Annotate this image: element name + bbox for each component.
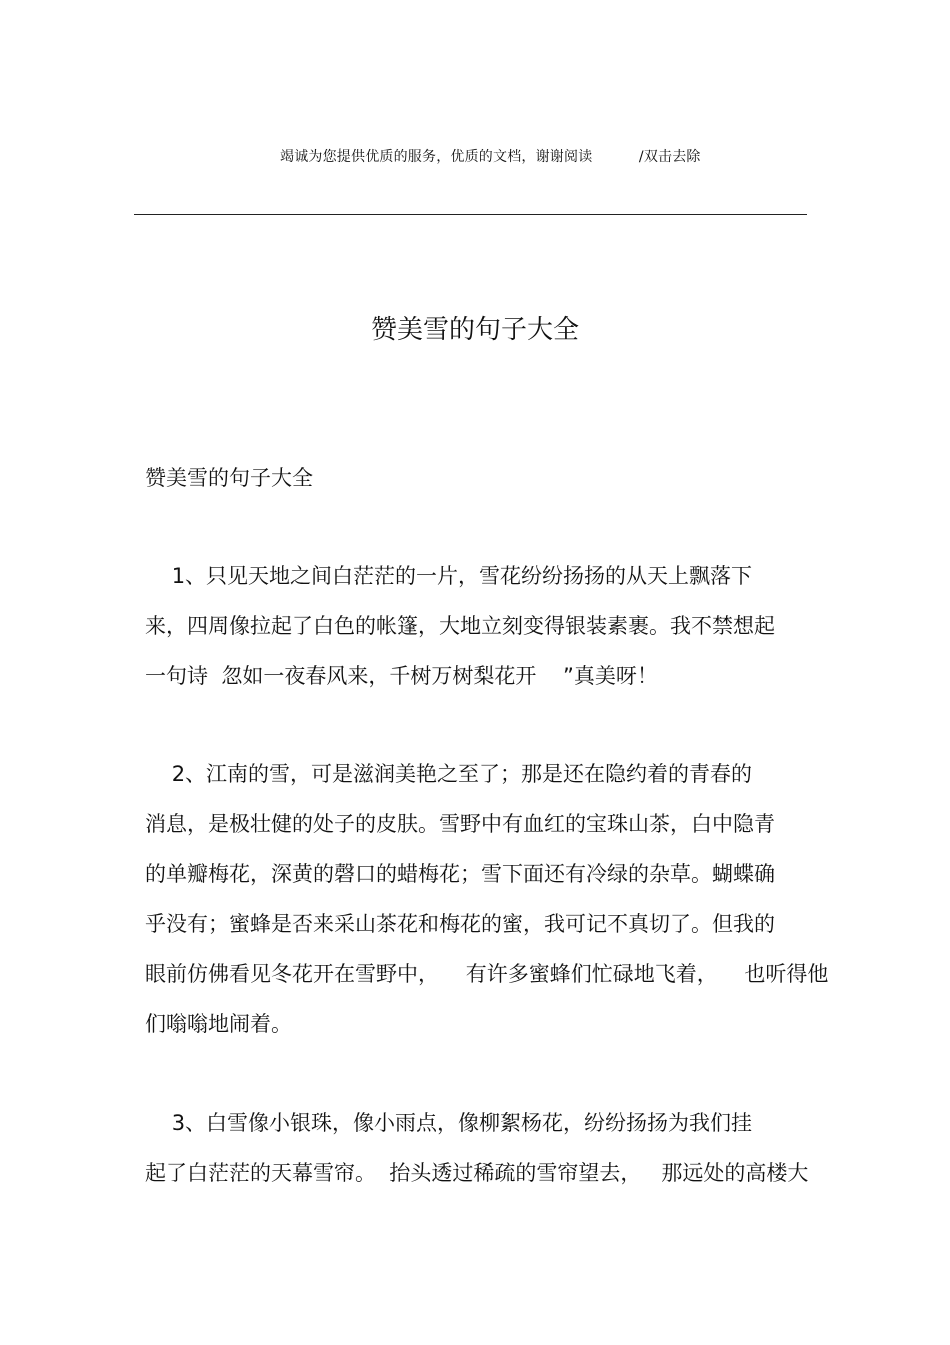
paragraph-1	[145, 551, 775, 701]
paragraph-line: 消息，是极壮健的处子的皮肤。雪野中有血红的宝珠山茶，白中隐青	[145, 812, 775, 836]
paragraph-line: 3、白雪像小银珠，像小雨点，像柳絮杨花，纷纷扬扬为我们挂	[145, 1111, 753, 1135]
header-divider	[134, 214, 807, 215]
paragraph-line: 起了白茫茫的天幕雪帘。 抬头透过稀疏的雪帘望去， 那远处的高楼大	[145, 1161, 809, 1185]
paragraph-line: 乎没有；蜜蜂是否来采山茶花和梅花的蜜，我可记不真切了。但我的	[145, 912, 775, 936]
paragraph-line: 的单瓣梅花，深黄的磬口的蜡梅花；雪下面还有冷绿的杂草。蝴蝶确	[145, 862, 775, 886]
paragraph-line: 1、只见天地之间白茫茫的一片，雪花纷纷扬扬的从天上飘落下	[145, 564, 753, 588]
paragraph-line: 来，四周像拉起了白色的帐篷，大地立刻变得银装素裹。我不禁想起	[145, 614, 775, 638]
header-note: 竭诚为您提供优质的服务，优质的文档，谢谢阅读 /双击去除	[280, 149, 701, 165]
paragraph-line: 2、江南的雪，可是滋润美艳之至了；那是还在隐约着的青春的	[145, 762, 753, 786]
document-title: 赞美雪的句子大全	[370, 315, 579, 345]
paragraph-2	[145, 749, 828, 1049]
paragraph-line: 一句诗 忽如一夜春风来，千树万树梨花开 ”真美呀！	[145, 664, 658, 688]
paragraph-3	[145, 1098, 808, 1198]
paragraph-line: 们嗡嗡地闹着。	[145, 1012, 292, 1036]
paragraph-line: 眼前仿佛看见冬花开在雪野中， 有许多蜜蜂们忙碌地飞着， 也听得他	[145, 962, 829, 986]
document-subtitle: 赞美雪的句子大全	[145, 466, 313, 490]
